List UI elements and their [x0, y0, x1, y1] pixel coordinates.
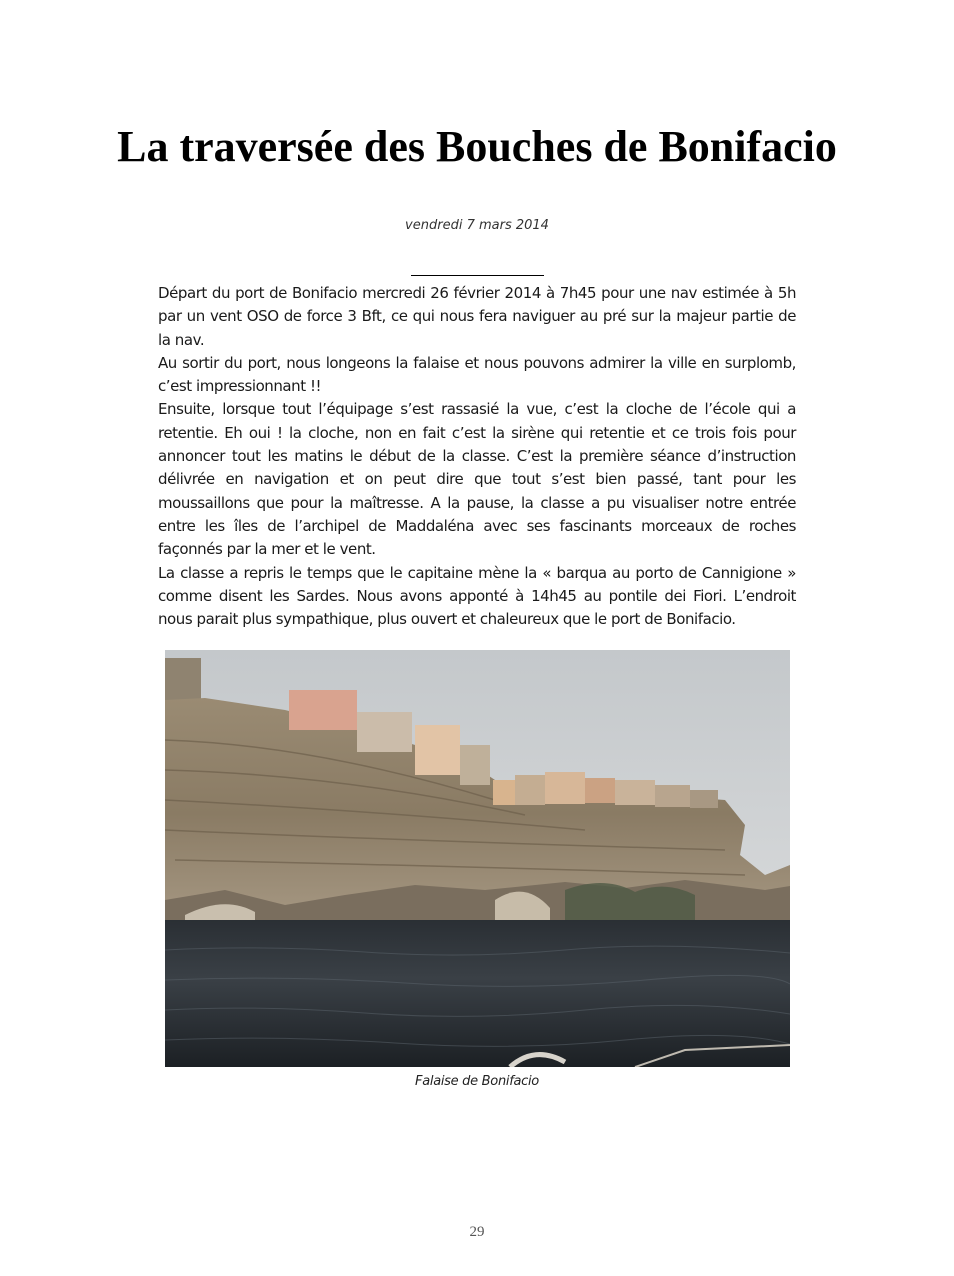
cliff-photo: [165, 650, 790, 1067]
paragraph: Départ du port de Bonifacio mercredi 26 février 2014 à 7h45 pour une nav estimée à 5h par un vent OSO de force 3 Bft, ce qui nous fera naviguer au pré sur la majeur partie de la nav.: [158, 284, 796, 349]
title-divider: [411, 275, 544, 276]
paragraph: Au sortir du port, nous longeons la falaise et nous pouvons admirer la ville en surplomb, c’est impressionnant !!: [158, 353, 796, 396]
article-date: vendredi 7 mars 2014: [405, 218, 549, 233]
article-title: La traversée des Bouches de Bonifacio: [117, 122, 837, 171]
figure-caption: Falaise de Bonifacio: [415, 1074, 539, 1089]
paragraph: Ensuite, lorsque tout l’équipage s’est rassasié la vue, c’est la cloche de l’école qui a retentie. Eh oui ! la cloche, non en fait c’est la sirène qui retentie et ce trois fois pour annoncer tout les matins le début de la classe. C’est la première séance d’instruction délivrée en navigation et on peut dire que tout s’est bien passé, tant pour les moussaillons que pour la maîtresse. A la pause, la classe a pu visualiser notre entrée entre les îles de l’archipel de Maddaléna avec ses fascinants morceaux de roches façonnés par la mer et le vent.: [158, 400, 796, 559]
paragraph: La classe a repris le temps que le capitaine mène la « barqua au porto de Cannigione » comme disent les Sardes. Nous avons apponté à 14h45 au pontile dei Fiori. L’endroit nous parait plus sympathique, plus ouvert et chaleureux que le port de Bonifacio.: [158, 563, 796, 629]
tower-shape: [165, 658, 201, 703]
page-number: 29: [469, 1224, 485, 1240]
article-body: [158, 282, 796, 631]
